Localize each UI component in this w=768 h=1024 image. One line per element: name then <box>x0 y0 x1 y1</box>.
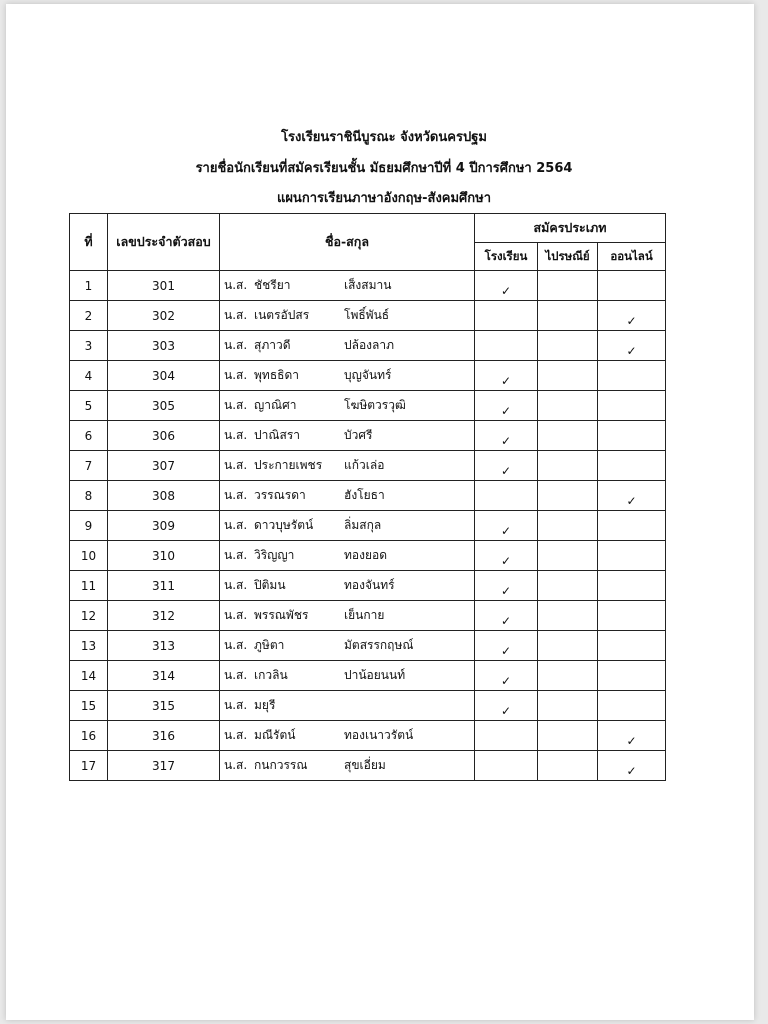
student-name <box>220 601 475 631</box>
name-title: น.ส. <box>224 638 248 652</box>
check-mark-icon: ✓ <box>500 554 512 568</box>
apply-online-cell <box>598 571 666 601</box>
apply-post-cell <box>538 391 598 421</box>
header-online: ออนไลน์ <box>598 243 666 271</box>
header-exam-no: เลขประจำตัวสอบ <box>108 214 220 271</box>
name-title: น.ส. <box>224 698 248 712</box>
apply-online-cell <box>598 691 666 721</box>
header-no: ที่ <box>70 214 108 271</box>
header-apply-type: สมัครประเภท <box>475 214 666 243</box>
exam-number: 312 <box>108 601 220 631</box>
exam-number: 304 <box>108 361 220 391</box>
table-row <box>70 691 666 721</box>
last-name: โพธิ์พันธ์ <box>344 308 390 322</box>
row-number: 16 <box>70 721 108 751</box>
row-number: 4 <box>70 361 108 391</box>
student-name <box>220 511 475 541</box>
table-row <box>70 481 666 511</box>
table-row <box>70 571 666 601</box>
first-name: ภูษิตา <box>254 638 285 652</box>
exam-number: 302 <box>108 301 220 331</box>
table-row <box>70 301 666 331</box>
apply-post-cell <box>538 691 598 721</box>
table-row <box>70 631 666 661</box>
apply-school-cell <box>475 691 538 721</box>
first-name: วรรณรดา <box>254 488 306 502</box>
first-name: ประกายเพชร <box>254 458 323 472</box>
apply-school-cell <box>475 661 538 691</box>
apply-online-cell <box>598 391 666 421</box>
name-title: น.ส. <box>224 728 248 742</box>
apply-post-cell <box>538 451 598 481</box>
student-name <box>220 571 475 601</box>
table-row <box>70 541 666 571</box>
exam-number: 305 <box>108 391 220 421</box>
row-number: 8 <box>70 481 108 511</box>
first-name: มยุรี <box>254 698 276 712</box>
table-row <box>70 271 666 301</box>
exam-number: 310 <box>108 541 220 571</box>
row-number: 1 <box>70 271 108 301</box>
apply-online-cell <box>598 661 666 691</box>
check-mark-icon: ✓ <box>500 644 512 658</box>
apply-school-cell <box>475 391 538 421</box>
table-body <box>70 271 666 781</box>
apply-school-cell <box>475 751 538 781</box>
table-row <box>70 751 666 781</box>
check-mark-icon: ✓ <box>500 374 512 388</box>
name-title: น.ส. <box>224 398 248 412</box>
apply-online-cell <box>598 751 666 781</box>
apply-post-cell <box>538 481 598 511</box>
exam-number: 306 <box>108 421 220 451</box>
apply-school-cell <box>475 541 538 571</box>
row-number: 7 <box>70 451 108 481</box>
table-row <box>70 421 666 451</box>
apply-post-cell <box>538 751 598 781</box>
document-subtitle: รายชื่อนักเรียนที่สมัครเรียนชั้น มัธยมศึกษาปีที่ 4 ปีการศึกษา 2564 <box>195 161 573 176</box>
header-name: ชื่อ-สกุล <box>220 214 475 271</box>
first-name: ปาณิสรา <box>254 428 300 442</box>
name-title: น.ส. <box>224 458 248 472</box>
school-title: โรงเรียนราชินีบูรณะ จังหวัดนครปฐม <box>281 130 487 145</box>
name-title: น.ส. <box>224 758 248 772</box>
check-mark-icon: ✓ <box>626 314 637 328</box>
apply-post-cell <box>538 661 598 691</box>
last-name: บุญจันทร์ <box>344 368 392 382</box>
last-name: มัตสรรกฤษณ์ <box>344 638 414 652</box>
apply-online-cell <box>598 331 666 361</box>
exam-number: 311 <box>108 571 220 601</box>
row-number: 15 <box>70 691 108 721</box>
student-name <box>220 721 475 751</box>
table-row <box>70 601 666 631</box>
header-school: โรงเรียน <box>475 243 538 271</box>
apply-online-cell <box>598 481 666 511</box>
first-name: ปิติมน <box>254 578 286 592</box>
table-row <box>70 721 666 751</box>
apply-online-cell <box>598 721 666 751</box>
check-mark-icon: ✓ <box>500 704 512 718</box>
last-name: โฆษิตวรวุฒิ <box>344 398 406 412</box>
student-name <box>220 331 475 361</box>
student-name <box>220 361 475 391</box>
apply-post-cell <box>538 571 598 601</box>
apply-post-cell <box>538 721 598 751</box>
name-title: น.ส. <box>224 428 248 442</box>
student-name <box>220 271 475 301</box>
apply-post-cell <box>538 271 598 301</box>
name-title: น.ส. <box>224 338 248 352</box>
apply-school-cell <box>475 361 538 391</box>
check-mark-icon: ✓ <box>626 494 637 508</box>
row-number: 2 <box>70 301 108 331</box>
table-row <box>70 451 666 481</box>
applicant-table <box>69 213 666 781</box>
apply-online-cell <box>598 511 666 541</box>
row-number: 14 <box>70 661 108 691</box>
apply-online-cell <box>598 421 666 451</box>
row-number: 3 <box>70 331 108 361</box>
student-name <box>220 661 475 691</box>
first-name: มณีรัตน์ <box>254 728 296 742</box>
last-name: ลิ่มสกุล <box>344 518 382 532</box>
check-mark-icon: ✓ <box>500 614 512 628</box>
first-name: ญาณิศา <box>254 398 297 412</box>
last-name: ปล้องลาภ <box>344 338 395 352</box>
first-name: กนกวรรณ <box>254 758 308 772</box>
apply-post-cell <box>538 331 598 361</box>
exam-number: 309 <box>108 511 220 541</box>
check-mark-icon: ✓ <box>500 674 512 688</box>
last-name: เส็งสมาน <box>344 278 392 292</box>
row-number: 10 <box>70 541 108 571</box>
apply-school-cell <box>475 511 538 541</box>
exam-number: 314 <box>108 661 220 691</box>
apply-school-cell <box>475 271 538 301</box>
name-title: น.ส. <box>224 608 248 622</box>
name-title: น.ส. <box>224 548 248 562</box>
check-mark-icon: ✓ <box>500 584 512 598</box>
apply-school-cell <box>475 601 538 631</box>
exam-number: 301 <box>108 271 220 301</box>
apply-school-cell <box>475 631 538 661</box>
row-number: 13 <box>70 631 108 661</box>
first-name: วิริญญา <box>254 548 295 562</box>
first-name: พรรณพัชร <box>254 608 309 622</box>
apply-school-cell <box>475 451 538 481</box>
first-name: ชัชรียา <box>254 278 291 292</box>
apply-school-cell <box>475 571 538 601</box>
apply-online-cell <box>598 271 666 301</box>
exam-number: 313 <box>108 631 220 661</box>
program-title: แผนการเรียนภาษาอังกฤษ-สังคมศึกษา <box>276 191 492 206</box>
row-number: 17 <box>70 751 108 781</box>
check-mark-icon: ✓ <box>500 284 512 298</box>
apply-post-cell <box>538 601 598 631</box>
row-number: 6 <box>70 421 108 451</box>
apply-post-cell <box>538 361 598 391</box>
apply-school-cell <box>475 721 538 751</box>
table-row <box>70 661 666 691</box>
student-name <box>220 691 475 721</box>
apply-post-cell <box>538 301 598 331</box>
apply-post-cell <box>538 541 598 571</box>
check-mark-icon: ✓ <box>626 344 637 358</box>
table-row <box>70 511 666 541</box>
last-name: เย็นกาย <box>344 608 385 622</box>
exam-number: 317 <box>108 751 220 781</box>
exam-number: 308 <box>108 481 220 511</box>
row-number: 9 <box>70 511 108 541</box>
apply-school-cell <box>475 481 538 511</box>
check-mark-icon: ✓ <box>500 524 512 538</box>
check-mark-icon: ✓ <box>626 764 637 778</box>
student-name <box>220 481 475 511</box>
apply-online-cell <box>598 601 666 631</box>
last-name: ทองยอด <box>344 548 388 562</box>
name-title: น.ส. <box>224 668 248 682</box>
row-number: 12 <box>70 601 108 631</box>
last-name: ปาน้อยนนท์ <box>344 668 406 682</box>
exam-number: 307 <box>108 451 220 481</box>
name-title: น.ส. <box>224 368 248 382</box>
row-number: 11 <box>70 571 108 601</box>
apply-post-cell <box>538 421 598 451</box>
check-mark-icon: ✓ <box>626 734 637 748</box>
first-name: เนตรอัปสร <box>254 308 310 322</box>
row-number: 5 <box>70 391 108 421</box>
exam-number: 316 <box>108 721 220 751</box>
last-name: บัวศรี <box>344 428 373 442</box>
check-mark-icon: ✓ <box>500 434 512 448</box>
student-name <box>220 421 475 451</box>
exam-number: 303 <box>108 331 220 361</box>
apply-school-cell <box>475 331 538 361</box>
apply-school-cell <box>475 421 538 451</box>
table-row <box>70 391 666 421</box>
student-name <box>220 391 475 421</box>
first-name: ดาวบุษรัตน์ <box>254 518 314 532</box>
header-post: ไปรษณีย์ <box>538 243 598 271</box>
student-name <box>220 301 475 331</box>
name-title: น.ส. <box>224 488 248 502</box>
table-row <box>70 331 666 361</box>
last-name: สุขเอี่ยม <box>344 758 386 772</box>
table-row <box>70 361 666 391</box>
student-name <box>220 451 475 481</box>
name-title: น.ส. <box>224 518 248 532</box>
apply-online-cell <box>598 631 666 661</box>
apply-online-cell <box>598 301 666 331</box>
apply-school-cell <box>475 301 538 331</box>
exam-number: 315 <box>108 691 220 721</box>
first-name: สุภาวดี <box>254 338 291 352</box>
last-name: ทองจันทร์ <box>344 578 395 592</box>
check-mark-icon: ✓ <box>500 464 512 478</box>
apply-post-cell <box>538 511 598 541</box>
name-title: น.ส. <box>224 578 248 592</box>
first-name: เกวลิน <box>254 668 288 682</box>
student-name <box>220 751 475 781</box>
last-name: แก้วเล่อ <box>344 458 385 472</box>
last-name: ฮังโยธา <box>344 488 385 502</box>
apply-post-cell <box>538 631 598 661</box>
apply-online-cell <box>598 541 666 571</box>
student-name <box>220 631 475 661</box>
name-title: น.ส. <box>224 278 248 292</box>
last-name: ทองเนาวรัตน์ <box>344 728 414 742</box>
name-title: น.ส. <box>224 308 248 322</box>
first-name: พุทธธิดา <box>254 368 299 382</box>
apply-online-cell <box>598 361 666 391</box>
apply-online-cell <box>598 451 666 481</box>
student-name <box>220 541 475 571</box>
check-mark-icon: ✓ <box>500 404 512 418</box>
